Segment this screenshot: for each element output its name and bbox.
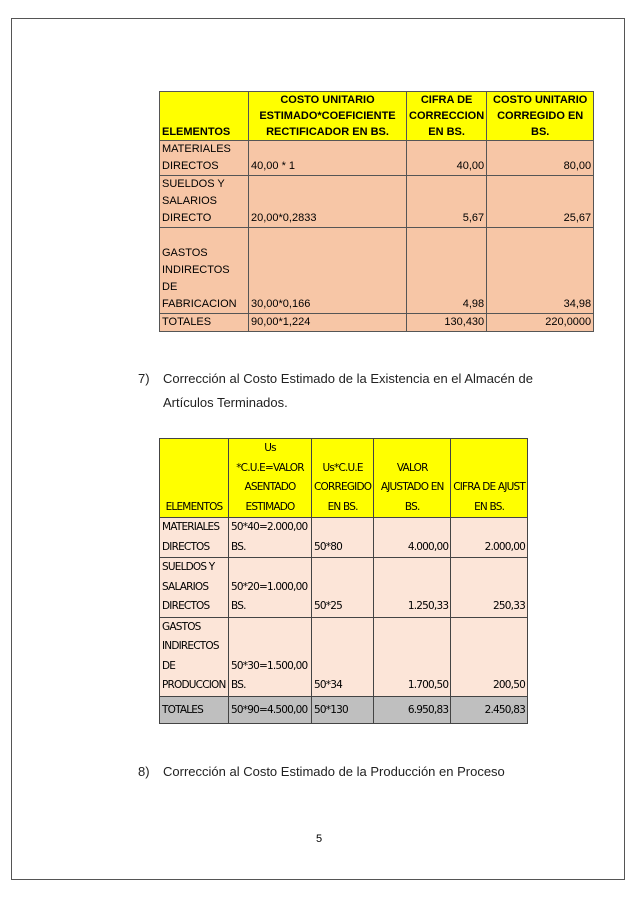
cell-corregido: 50*25 (312, 558, 374, 618)
cell-cifra: 2.450,83 (451, 696, 528, 723)
cell-cifra: 250,33 (451, 558, 528, 618)
header-cifra-correccion: CIFRA DE CORRECCION EN BS. (407, 92, 487, 141)
cell-asentado: 50*40=2.000,00 BS. (229, 518, 312, 558)
cell-ajustado: 4.000,00 (374, 518, 451, 558)
table-row (160, 558, 528, 618)
cell-formula: 20,00*0,2833 (249, 176, 407, 228)
cell-ajustado: 1.700,50 (374, 617, 451, 696)
header-costo-corregido: COSTO UNITARIO CORREGIDO EN BS. (487, 92, 594, 141)
cell-formula: 40,00 * 1 (249, 141, 407, 176)
table-header-row (160, 439, 528, 518)
cell-elemento: GASTOS INDIRECTOS DE FABRICACION (160, 228, 249, 314)
table-row-totales (160, 696, 528, 723)
table-header-row (160, 92, 594, 141)
cell-asentado: 50*20=1.000,00 BS. (229, 558, 312, 618)
header-valor-asentado: Us *C.U.E=VALOR ASENTADO ESTIMADO (229, 439, 312, 518)
section-7-line2: Artículos Terminados. (163, 395, 288, 410)
cell-cifra: 2.000,00 (451, 518, 528, 558)
cell-elemento: GASTOS INDIRECTOS DE PRODUCCION (160, 617, 229, 696)
cell-elemento: TOTALES (160, 696, 229, 723)
cell-correccion: 4,98 (407, 228, 487, 314)
cell-elemento: SUELDOS Y SALARIOS DIRECTO (160, 176, 249, 228)
page-number: 5 (315, 833, 323, 845)
section-8-line1: Corrección al Costo Estimado de la Producción en Proceso (163, 764, 505, 779)
cell-ajustado: 1.250,33 (374, 558, 451, 618)
cell-cifra: 200,50 (451, 617, 528, 696)
header-elementos: ELEMENTOS (160, 92, 249, 141)
cell-elemento: TOTALES (160, 314, 249, 332)
header-cifra-ajuste: CIFRA DE AJUST EN BS. (451, 439, 528, 518)
header-corregido: Us*C.U.E CORREGIDO EN BS. (312, 439, 374, 518)
cell-correccion: 130,430 (407, 314, 487, 332)
cell-corregido: 50*80 (312, 518, 374, 558)
table-existencia-almacen (159, 438, 528, 724)
cell-corregido: 34,98 (487, 228, 594, 314)
header-elementos: ELEMENTOS (160, 439, 229, 518)
table-row (160, 141, 594, 176)
cell-ajustado: 6.950,83 (374, 696, 451, 723)
cell-asentado: 50*30=1.500,00 BS. (229, 617, 312, 696)
section-8-number: 8) (138, 764, 150, 779)
section-7-number: 7) (138, 371, 150, 386)
cell-elemento: MATERIALES DIRECTOS (160, 141, 249, 176)
table-costo-unitario (159, 91, 594, 332)
header-costo-estimado: COSTO UNITARIO ESTIMADO*COEFICIENTE RECTIFICADOR EN BS. (249, 92, 407, 141)
cell-corregido: 50*34 (312, 617, 374, 696)
table-row (160, 176, 594, 228)
cell-elemento: SUELDOS Y SALARIOS DIRECTOS (160, 558, 229, 618)
cell-corregido: 220,0000 (487, 314, 594, 332)
cell-corregido: 25,67 (487, 176, 594, 228)
table-row (160, 617, 528, 696)
table-row (160, 518, 528, 558)
cell-elemento: MATERIALES DIRECTOS (160, 518, 229, 558)
cell-correccion: 40,00 (407, 141, 487, 176)
cell-formula: 90,00*1,224 (249, 314, 407, 332)
cell-corregido: 80,00 (487, 141, 594, 176)
cell-asentado: 50*90=4.500,00 (229, 696, 312, 723)
section-7-line1: Corrección al Costo Estimado de la Existencia en el Almacén de (163, 371, 533, 386)
table-row (160, 228, 594, 314)
cell-formula: 30,00*0,166 (249, 228, 407, 314)
cell-corregido: 50*130 (312, 696, 374, 723)
header-valor-ajustado: VALOR AJUSTADO EN BS. (374, 439, 451, 518)
cell-correccion: 5,67 (407, 176, 487, 228)
table-row-totales (160, 314, 594, 332)
